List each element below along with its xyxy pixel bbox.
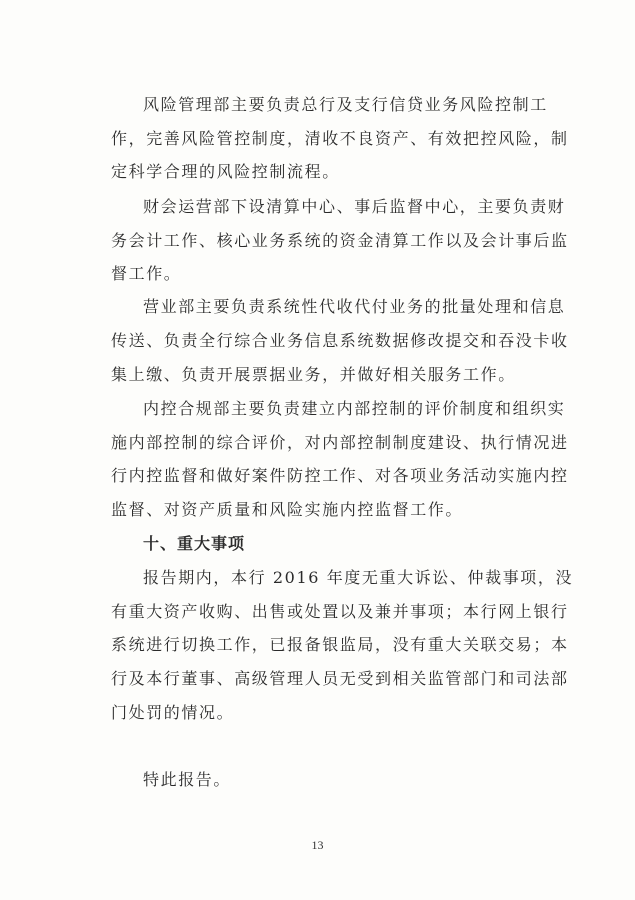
text-line: 有重大资产收购、出售或处置以及兼并事项；本行网上银行 xyxy=(111,602,569,621)
text-line: 门处罚的情况。 xyxy=(111,703,235,722)
text-line: 定科学合理的风险控制流程。 xyxy=(111,162,340,181)
text-line: 施内部控制的综合评价，对内部控制制度建设、执行情况进 xyxy=(111,433,569,452)
text-line: 营业部主要负责系统性代收代付业务的批量处理和信息 xyxy=(143,297,566,316)
section-heading: 十、重大事项 xyxy=(143,534,246,553)
text-line: 务会计工作、核心业务系统的资金清算工作以及会计事后监 xyxy=(111,231,569,250)
text-line: 行及本行董事、高级管理人员无受到相关监管部门和司法部 xyxy=(111,669,569,688)
text-line: 报告期内，本行 2016 年度无重大诉讼、仲裁事项，没 xyxy=(143,568,574,587)
text-line: 系统进行切换工作，已报备银监局，没有重大关联交易；本 xyxy=(111,635,569,654)
text-line: 风险管理部主要负责总行及支行信贷业务风险控制工 xyxy=(143,95,548,114)
closing-statement: 特此报告。 xyxy=(143,770,232,789)
text-line: 督工作。 xyxy=(111,264,182,283)
page-number: 13 xyxy=(311,838,324,852)
text-line: 作，完善风险管控制度，清收不良资产、有效把控风险，制 xyxy=(111,129,569,148)
text-line: 传送、负责全行综合业务信息系统数据修改提交和吞没卡收 xyxy=(111,331,569,350)
text-line: 监督、对资产质量和风险实施内控监督工作。 xyxy=(111,500,464,519)
text-line: 行内控监督和做好案件防控工作、对各项业务活动实施内控 xyxy=(111,466,569,485)
text-line: 财会运营部下设清算中心、事后监督中心，主要负责财 xyxy=(143,197,566,216)
text-line: 集上缴、负责开展票据业务，并做好相关服务工作。 xyxy=(111,365,516,384)
text-line: 内控合规部主要负责建立内部控制的评价制度和组织实 xyxy=(143,399,566,418)
